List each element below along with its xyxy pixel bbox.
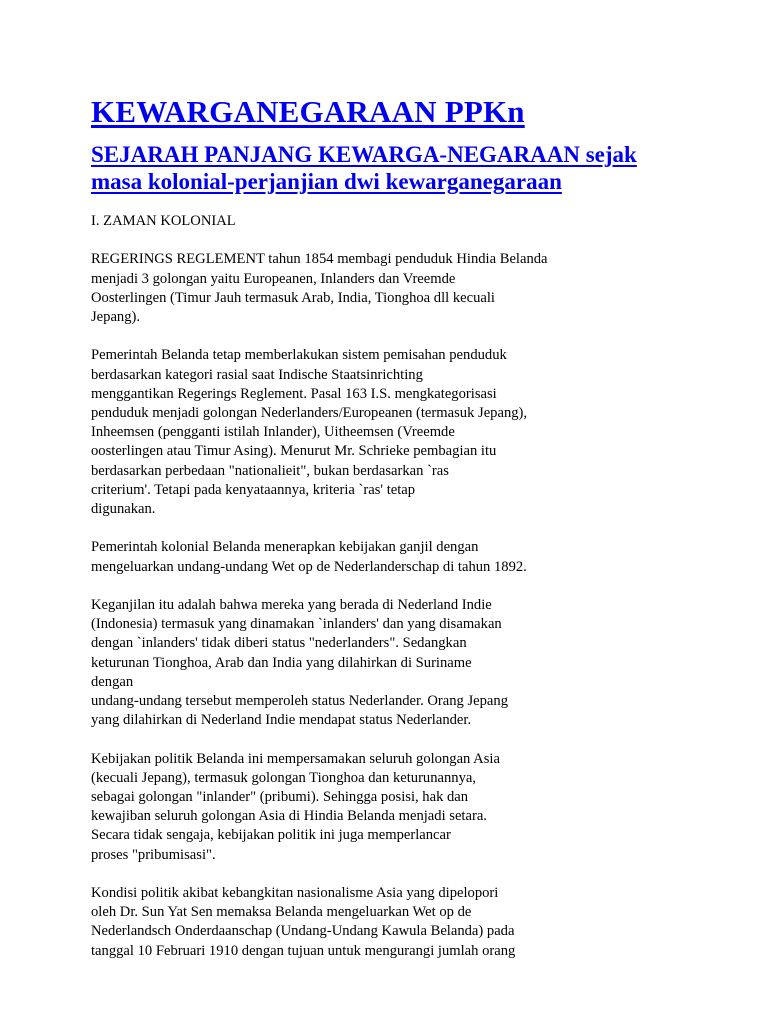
subtitle-line: masa kolonial-perjanjian dwi kewarganegaraan (91, 169, 562, 194)
text-line: digunakan. (91, 501, 156, 518)
text-line: Nederlandsch Onderdaanschap (Undang-Undang Kawula Belanda) pada (91, 923, 515, 940)
text-line: (kecuali Jepang), termasuk golongan Tionghoa dan keturunannya, (91, 769, 477, 786)
text-line: dengan (91, 673, 134, 690)
paragraph-regerings-reglement (91, 250, 728, 327)
text-line: sebagai golongan "inlander" (pribumi). Sehingga posisi, hak dan (91, 789, 469, 806)
text-line: penduduk menjadi golongan Nederlanders/Europeanen (termasuk Jepang), (91, 405, 528, 421)
text-line: berdasarkan perbedaan "nationalieit", bukan berdasarkan `ras (91, 462, 449, 479)
document-subtitle (91, 131, 728, 195)
document-title-link[interactable]: KEWARGANEGARAAN PPKn (91, 94, 525, 129)
text-line: proses "pribumisasi". (91, 846, 216, 863)
text-line: tanggal 10 Februari 1910 dengan tujuan untuk mengurangi jumlah orang (91, 942, 516, 959)
text-line: oosterlingen atau Timur Asing). Menurut Mr. Schrieke pembagian itu (91, 443, 497, 460)
text-line: mengeluarkan undang-undang Wet op de Nederlanderschap di tahun 1892. (91, 558, 527, 575)
text-line: Keganjilan itu adalah bahwa mereka yang berada di Nederland Indie (91, 597, 492, 613)
text-line: dengan `inlanders' tidak diberi status "nederlanders". Sedangkan (91, 635, 467, 652)
paragraph-wet-nederlanderschap (91, 538, 728, 576)
text-line: Pemerintah Belanda tetap memberlakukan sistem pemisahan penduduk (91, 347, 507, 364)
text-line: criterium'. Tetapi pada kenyataannya, kriteria `ras' tetap (91, 481, 416, 498)
text-line: Kebijakan politik Belanda ini mempersamakan seluruh golongan Asia (91, 750, 500, 767)
text-line: Jepang). (91, 309, 141, 325)
subtitle-line: SEJARAH PANJANG KEWARGA-NEGARAAN sejak (91, 142, 637, 167)
article-body (91, 212, 728, 961)
text-line: Kondisi politik akibat kebangkitan nasionalisme Asia yang dipelopori (91, 885, 499, 902)
text-line: undang-undang tersebut memperoleh status Nederlander. Orang Jepang (91, 693, 509, 710)
text-line: kewajiban seluruh golongan Asia di Hindia Belanda menjadi setara. (91, 808, 487, 825)
section-heading (91, 212, 728, 231)
paragraph-indische-staatsinrichting (91, 346, 728, 519)
text-line: (Indonesia) termasuk yang dinamakan `inlanders' dan yang disamakan (91, 616, 502, 633)
paragraph-keganjilan (91, 596, 728, 730)
text-line: oleh Dr. Sun Yat Sen memaksa Belanda mengeluarkan Wet op de (91, 904, 472, 921)
text-line: REGERINGS REGLEMENT tahun 1854 membagi penduduk Hindia Belanda (91, 251, 548, 268)
paragraph-kebijakan-politik (91, 750, 728, 865)
text-line: berdasarkan kategori rasial saat Indische Staatsinrichting (91, 366, 423, 383)
text-line: Secara tidak sengaja, kebijakan politik ini juga memperlancar (91, 827, 451, 844)
text-line: Inheemsen (pengganti istilah Inlander), Uitheemsen (Vreemde (91, 424, 455, 441)
text-line: menjadi 3 golongan yaitu Europeanen, Inlanders dan Vreemde (91, 270, 456, 287)
document-subtitle-link[interactable] (91, 141, 728, 195)
document-title (91, 0, 728, 131)
text-line: menggantikan Regerings Reglement. Pasal 163 I.S. mengkategorisasi (91, 385, 497, 402)
text-line: I. ZAMAN KOLONIAL (91, 213, 236, 229)
text-line: keturunan Tionghoa, Arab dan India yang dilahirkan di Suriname (91, 654, 472, 671)
text-line: Oosterlingen (Timur Jauh termasuk Arab, India, Tionghoa dll kecuali (91, 289, 495, 306)
text-line: Pemerintah kolonial Belanda menerapkan kebijakan ganjil dengan (91, 539, 479, 556)
text-line: yang dilahirkan di Nederland Indie mendapat status Nederlander. (91, 712, 472, 729)
paragraph-kondisi-politik (91, 884, 728, 961)
